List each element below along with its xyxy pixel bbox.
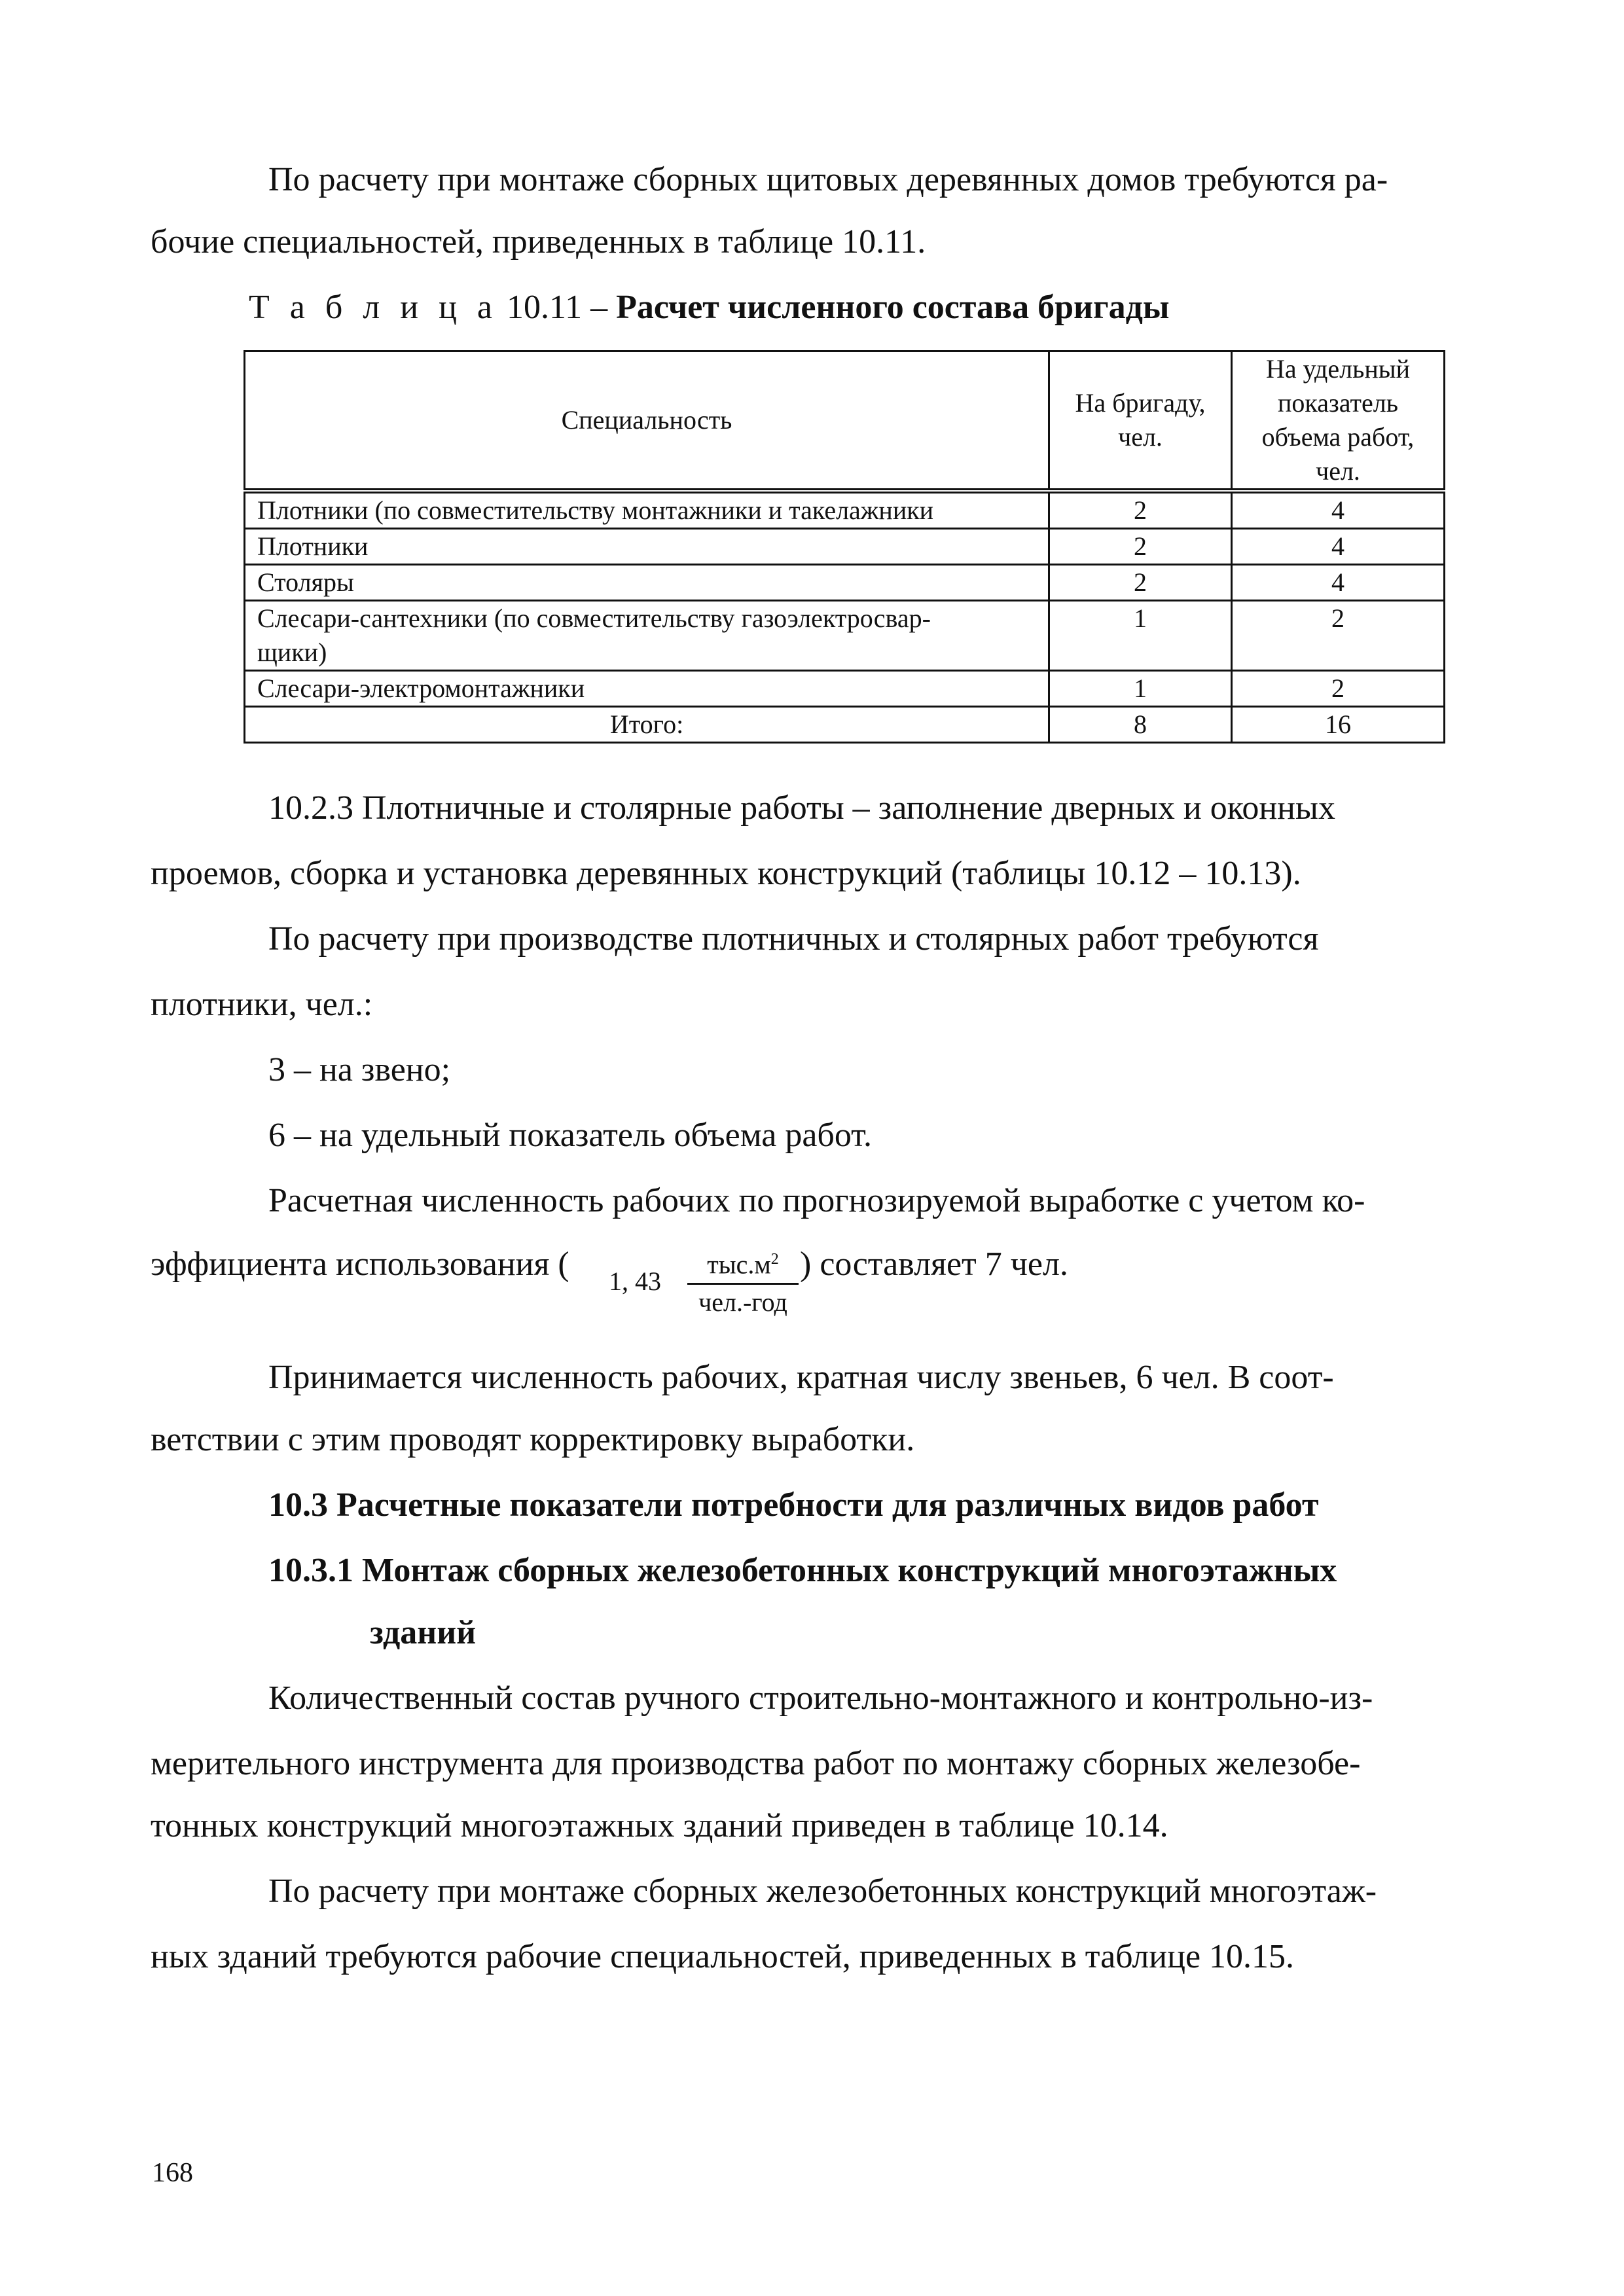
paragraph-5: 6 – на удельный показатель объема работ. (268, 1117, 872, 1154)
table-total-row (245, 707, 1445, 743)
paragraph-6-line-2-pre: эффициента использования ( (151, 1246, 569, 1283)
table-caption (249, 288, 1170, 327)
table-row (245, 529, 1445, 565)
header-per-unit-line-2: показатель (1278, 388, 1398, 418)
row-specialty: Плотники (245, 529, 1049, 565)
total-unit: 16 (1232, 707, 1445, 743)
row-unit: 4 (1232, 565, 1445, 601)
subsection-heading-line-1: 10.3.1 Монтаж сборных железобетонных конструкций многоэтажных (268, 1552, 1337, 1589)
row-unit: 2 (1232, 601, 1445, 671)
table-row (245, 565, 1445, 601)
row-specialty-line-1: Слесари-сантехники (по совместительству газоэлектросвар- (257, 603, 931, 633)
paragraph-2-line-2: проемов, сборка и установка деревянных конструкций (таблицы 10.12 – 10.13). (151, 855, 1301, 892)
row-specialty-line-2: щики) (257, 637, 327, 667)
paragraph-8-line-3: тонных конструкций многоэтажных зданий приведен в таблице 10.14. (151, 1807, 1168, 1844)
header-per-brigade-line-1: На бригаду, (1075, 388, 1206, 418)
paragraph-1-line-2: бочие специальностей, приведенных в таблице 10.11. (151, 223, 926, 260)
row-brigade: 1 (1049, 601, 1232, 671)
section-heading-10-3: 10.3 Расчетные показатели потребности для различных видов работ (268, 1486, 1319, 1524)
formula-coefficient: 1, 43 (609, 1266, 661, 1296)
row-brigade: 2 (1049, 565, 1232, 601)
paragraph-8-line-1: Количественный состав ручного строительно-монтажного и контрольно-из- (268, 1679, 1373, 1717)
subsection-heading-line-2: зданий (370, 1614, 477, 1651)
header-per-unit (1232, 351, 1445, 492)
paragraph-9-line-2: ных зданий требуются рабочие специальностей, приведенных в таблице 10.15. (151, 1938, 1295, 1975)
total-brigade: 8 (1049, 707, 1232, 743)
table-caption-number: 10.11 – (507, 289, 608, 326)
row-unit: 4 (1232, 491, 1445, 529)
total-label: Итого: (245, 707, 1049, 743)
row-brigade: 2 (1049, 529, 1232, 565)
header-per-unit-line-3: объема работ, (1261, 422, 1415, 452)
row-specialty: Слесари-электромонтажники (245, 671, 1049, 707)
page-number: 168 (152, 2158, 193, 2188)
formula-numerator-text: тыс.м (707, 1249, 771, 1280)
header-per-unit-line-1: На удельный (1265, 354, 1411, 384)
paragraph-4: 3 – на звено; (268, 1051, 451, 1088)
header-per-brigade-line-2: чел. (1118, 422, 1163, 452)
paragraph-3-line-1: По расчету при производстве плотничных и столярных работ требуются (268, 920, 1319, 958)
row-specialty: Плотники (по совместительству монтажники и такелажники (245, 491, 1049, 529)
paragraph-6-line-1: Расчетная численность рабочих по прогнозируемой выработке с учетом ко- (268, 1182, 1365, 1219)
row-brigade: 1 (1049, 671, 1232, 707)
crew-table (244, 350, 1445, 744)
table-caption-label: Т а б л и ц а (249, 289, 498, 326)
paragraph-1-line-1: По расчету при монтаже сборных щитовых деревянных домов требуются ра- (268, 161, 1388, 198)
paragraph-3-line-2: плотники, чел.: (151, 986, 373, 1023)
table-header-row (245, 351, 1445, 492)
table-row (245, 491, 1445, 529)
header-per-unit-line-4: чел. (1316, 456, 1360, 486)
row-unit: 4 (1232, 529, 1445, 565)
paragraph-7-line-1: Принимается численность рабочих, кратная числу звеньев, 6 чел. В соот- (268, 1359, 1334, 1396)
paragraph-9-line-1: По расчету при монтаже сборных железобетонных конструкций многоэтаж- (268, 1873, 1377, 1910)
row-specialty: Столяры (245, 565, 1049, 601)
formula-fraction (687, 1242, 799, 1320)
paragraph-7-line-2: ветствии с этим проводят корректировку выработки. (151, 1421, 915, 1458)
row-specialty (245, 601, 1049, 671)
header-per-brigade (1049, 351, 1232, 492)
paragraph-6-line-2-post: ) составляет 7 чел. (800, 1246, 1068, 1283)
header-specialty: Специальность (245, 351, 1049, 492)
table-row (245, 671, 1445, 707)
formula-denominator: чел.-год (698, 1287, 787, 1318)
table-caption-title: Расчет численного состава бригады (616, 289, 1170, 326)
table-row (245, 601, 1445, 671)
formula-numerator-exponent: 2 (770, 1251, 779, 1268)
paragraph-8-line-2: мерительного инструмента для производства работ по монтажу сборных железобе- (151, 1745, 1361, 1782)
row-brigade: 2 (1049, 491, 1232, 529)
paragraph-2-line-1: 10.2.3 Плотничные и столярные работы – заполнение дверных и оконных (268, 789, 1335, 827)
row-unit: 2 (1232, 671, 1445, 707)
formula-numerator (687, 1242, 799, 1285)
